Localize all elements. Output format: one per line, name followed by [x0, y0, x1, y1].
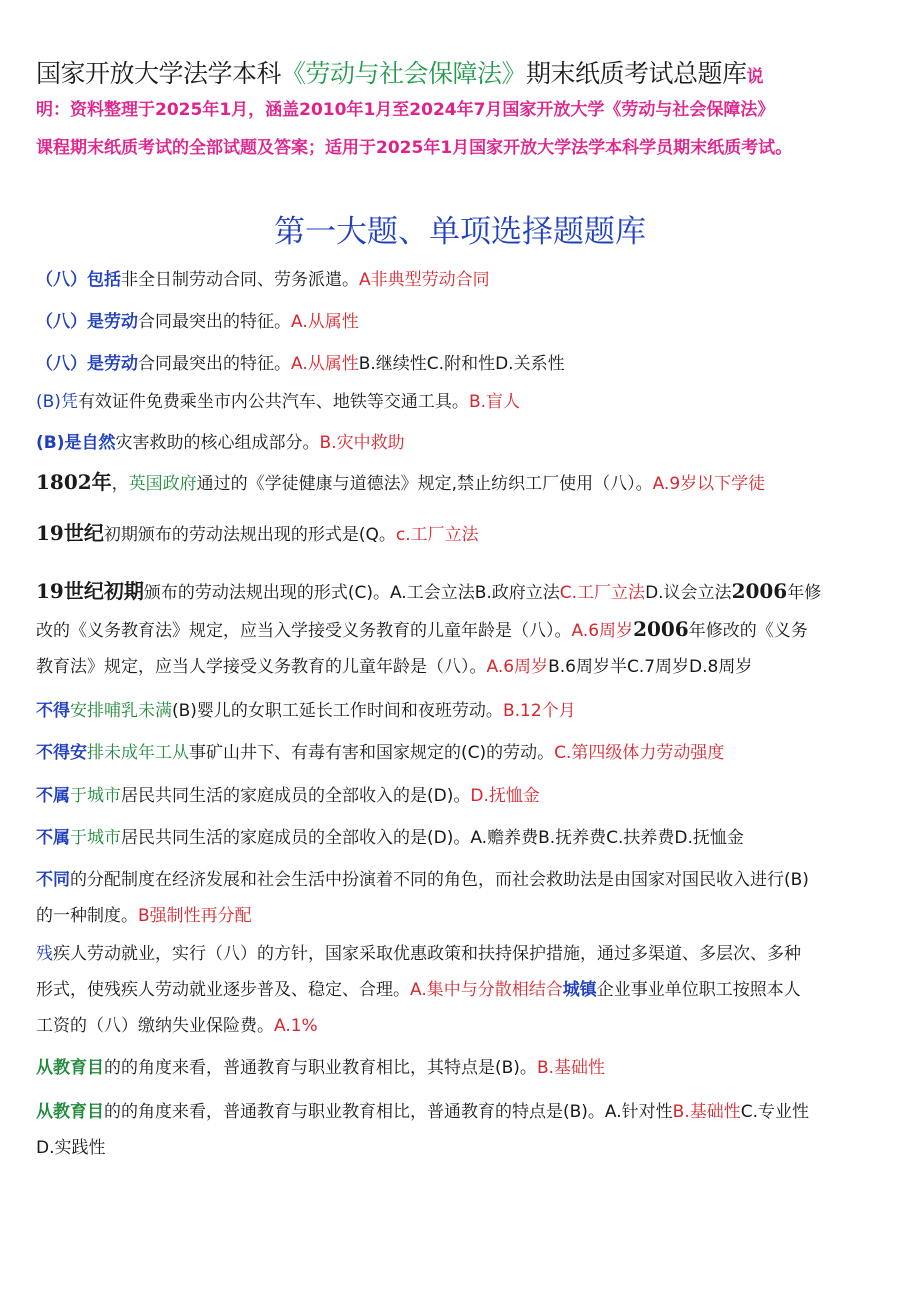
question-answer: A.从属性: [291, 354, 359, 374]
question-text-4: 改的《义务教育法》规定，应当入学接受义务教育的儿童年龄是（八）。: [36, 621, 572, 641]
question-lead-green: 安排哺乳未满: [70, 701, 172, 721]
question-year-2: 2006: [731, 579, 788, 603]
question-text: 的分配制度在经济发展和社会生活中扮演着不同的角色，而社会救助法是由国家对国民收入进行(B): [70, 870, 809, 890]
question-text-2: D.议会立法: [645, 583, 732, 603]
question-text: 的的角度来看，普通教育与职业教育相比，普通教育的特点是(B)。A.针对性: [104, 1102, 673, 1122]
question-item: [36, 573, 896, 685]
question-item: [36, 304, 896, 340]
question-lead-green: 于城市: [70, 828, 121, 848]
question-text: 颁布的劳动法规出现的形式(C)。A.工会立法B.政府立法: [143, 583, 560, 603]
question-lead: 不属: [36, 828, 70, 848]
question-item: [36, 1094, 896, 1166]
question-answer-2: A.1%: [274, 1016, 318, 1036]
question-year: 19世纪: [36, 521, 104, 545]
question-text: 居民共同生活的家庭成员的全部收入的是(D)。: [121, 786, 471, 806]
question-lead: (B)是自然: [36, 433, 116, 453]
question-item: [36, 820, 896, 856]
question-answer: A.从属性: [291, 312, 359, 332]
question-lead: 不得: [36, 701, 70, 721]
question-text-3: 年修: [787, 583, 822, 603]
question-year: 19世纪初期: [36, 579, 144, 603]
section-title: 第一大题、单项选择题题库: [274, 214, 646, 250]
question-answer: A非典型劳动合同: [359, 270, 490, 290]
question-lead: 不同: [36, 870, 70, 890]
question-lead: （八）是劳动: [36, 312, 138, 332]
question-answer-3: A.6周岁: [486, 657, 549, 677]
title-part-1: 国家开放大学法学本科: [36, 59, 282, 88]
question-line-1: [36, 573, 896, 611]
question-item: [36, 262, 896, 298]
question-text: 初期颁布的劳动法规出现的形式是(Q。: [103, 525, 396, 545]
question-options: B.6周岁半C.7周岁D.8周岁: [548, 657, 753, 677]
question-lead: 英国政府: [128, 474, 197, 494]
question-year: 1802年: [36, 470, 112, 494]
question-line-3: [36, 1008, 896, 1044]
question-text: 合同最突出的特征。: [138, 312, 291, 332]
document-title: [36, 56, 906, 95]
question-answer: B.盲人: [468, 392, 521, 412]
question-text-3: 企业事业单位职工按照本人: [596, 980, 801, 1000]
question-text-6: 教育法》规定，应当人学接受义务教育的儿童年龄是（八）。: [36, 657, 487, 677]
question-text: 非全日制劳动合同、劳务派遣。: [121, 270, 359, 290]
question-text-3: D.实践性: [36, 1138, 106, 1158]
question-answer: C.第四级体力劳动强度: [554, 743, 725, 763]
question-lead: （八）是劳动: [36, 354, 138, 374]
question-item: [36, 1050, 896, 1086]
question-answer: B.基础性: [672, 1102, 741, 1122]
question-answer: A.集中与分散相结合: [410, 980, 563, 1000]
question-text: 合同最突出的特征。: [138, 354, 291, 374]
question-line-1: [36, 862, 896, 898]
question-text: 的的角度来看，普通教育与职业教育相比，其特点是(B)。: [104, 1058, 537, 1078]
question-lead-green: 于城市: [70, 786, 121, 806]
question-answer: B强制性再分配: [138, 906, 252, 926]
question-line-2: [36, 898, 896, 934]
title-part-2: 期末纸质考试总题库: [526, 59, 747, 88]
question-answer: B.基础性: [536, 1058, 606, 1078]
question-text: 灾害救助的核心组成部分。: [115, 433, 320, 453]
question-line-1: [36, 1094, 896, 1130]
question-lead: 从教育目: [36, 1058, 104, 1078]
question-item: [36, 778, 896, 814]
question-text: (B)婴儿的女职工延长工作时间和夜班劳动。: [172, 701, 503, 721]
note-line-1: 明：资料整理于2025年1月，涵盖2010年1月至2024年7月国家开放大学《劳动与社会保障法》: [36, 100, 775, 120]
question-item: [36, 936, 896, 1044]
question-text-2: 的一种制度。: [36, 906, 138, 926]
question-line-3: [36, 649, 896, 685]
question-answer: C.工厂立法: [559, 583, 646, 603]
question-text-5: 年修改的《义务: [688, 621, 808, 641]
question-item: [36, 693, 896, 729]
note-prefix: 说: [746, 67, 764, 87]
question-answer: A.9岁以下学徒: [652, 474, 766, 494]
question-lead-2: 城镇: [562, 980, 597, 1000]
question-lead: 残: [36, 944, 53, 964]
question-options: B.继续性C.附和性D.关系性: [358, 354, 565, 374]
question-lead: 不得安: [36, 743, 87, 763]
question-text: 疾人劳动就业，实行（八）的方针，国家采取优惠政策和扶持保护措施，通过多渠道、多层次、多种: [53, 944, 801, 964]
question-item: [36, 346, 896, 382]
question-answer-2: A.6周岁: [571, 621, 634, 641]
question-answer: B.灾中救助: [319, 433, 405, 453]
title-course-name: 《劳动与社会保障法》: [281, 59, 527, 88]
question-text: 通过的《学徒健康与道德法》规定,禁止纺织工厂使用（八）。: [196, 474, 653, 494]
question-line-1: [36, 936, 896, 972]
question-line-2: [36, 1130, 896, 1166]
question-item: [36, 862, 896, 934]
question-year-3: 2006: [633, 617, 689, 641]
question-lead: （八）包括: [36, 270, 121, 290]
question-text-2: 形式，使残疾人劳动就业逐步普及、稳定、合理。: [36, 980, 410, 1000]
question-lead: 从教育目: [36, 1102, 104, 1122]
question-item: [36, 384, 896, 420]
question-answer: D.抚恤金: [470, 786, 540, 806]
question-text-2: C.专业性: [740, 1102, 810, 1122]
question-item: [36, 735, 896, 771]
question-item: [36, 515, 896, 553]
question-line-2: [36, 972, 896, 1008]
question-lead-green: 排未成年工从: [87, 743, 189, 763]
question-text: 有效证件免费乘坐市内公共汽车、地铁等交通工具。: [77, 392, 469, 412]
question-text: 事矿山井下、有毒有害和国家规定的(C)的劳动。: [189, 743, 555, 763]
note-line-2: 课程期末纸质考试的全部试题及答案；适用于2025年1月国家开放大学法学本科学员期末纸质考试。: [36, 138, 793, 158]
question-sep: ，: [111, 474, 129, 494]
question-line-2: [36, 611, 896, 649]
question-answer: B.12个月: [502, 701, 576, 721]
question-text: 居民共同生活的家庭成员的全部收入的是(D)。A.赡养费B.抚养费C.扶养费D.抚恤金: [121, 828, 744, 848]
question-text-4: 工资的（八）缴纳失业保险费。: [36, 1016, 274, 1036]
question-item: [36, 464, 896, 502]
question-lead: 不属: [36, 786, 70, 806]
question-lead: (B)凭: [36, 392, 78, 412]
question-item: [36, 425, 896, 461]
question-answer: c.工厂立法: [395, 525, 479, 545]
